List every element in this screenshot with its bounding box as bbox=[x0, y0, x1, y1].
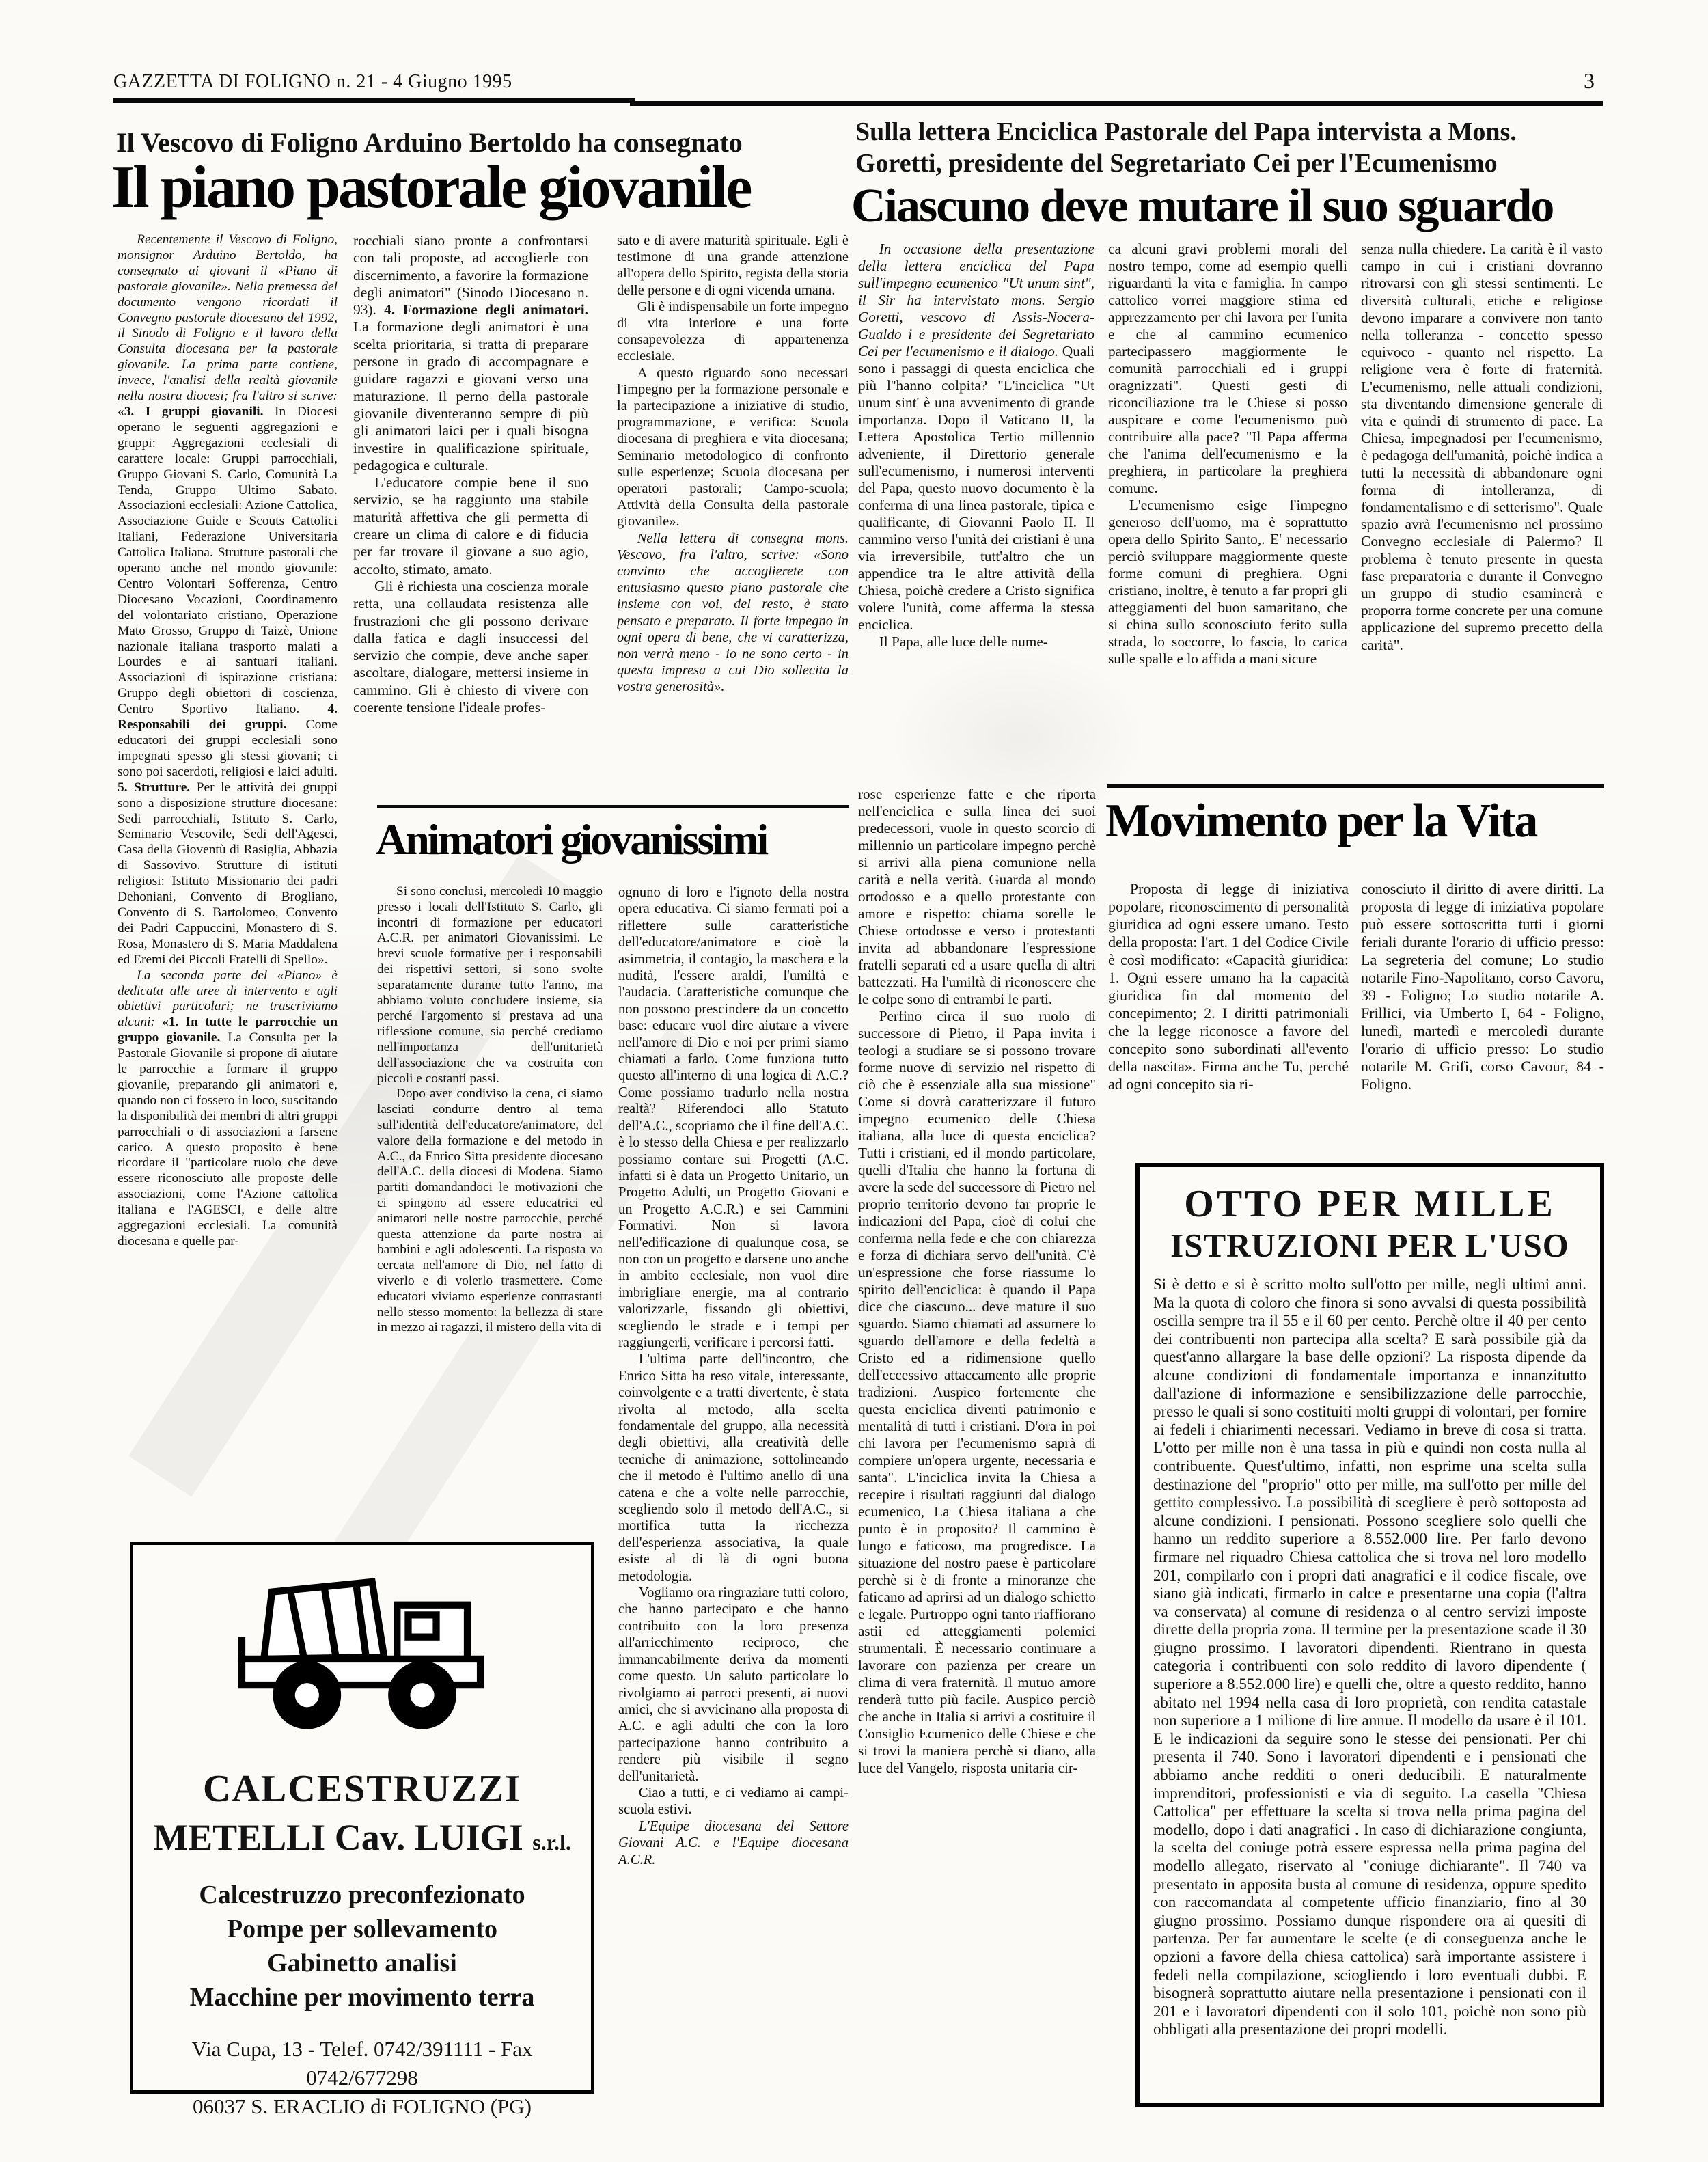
ciascuno-column-4 bbox=[858, 786, 1096, 2111]
paragraph: Recentemente il Vescovo di Foligno, monsignor Arduino Bertoldo, ha consegnato ai giovani il «Piano di pastorale giovanile». Nella premessa del documento vengono ricordati il Convegno pastorale diocesano del 1992, il Sinodo di Foligno e il lavoro della Consulta diocesana per la pastorale giovanile. La prima parte contiene, invece, l'analisi della realtà giovanile nella nostra diocesi; fra l'altro si scrive: «3. I gruppi giovanili. In Diocesi operano le seguenti aggregazioni e gruppi: Aggregazioni ecclesiali di carattere locale: Gruppi parrocchiali, Gruppo Giovani S. Carlo, Comunità La Tenda, Gruppo Ultimo Sabato. Associazioni ecclesiali: Azione Cattolica, Associazione Guide e Scouts Cattolici Italiani, Federazione Universitaria Cattolica Italiana. Strutture pastorali che operano anche nel mondo giovanile: Centro Volontari Sofferenza, Centro Diocesano Vocazioni, Coordinamento del volontariato cristiano, Operazione Mato Grosso, Gruppo di Taizè, Unione nazionale italiana trasporto malati a Lourdes e ai santuari italiani. Associazioni di ispirazione cristiana: Gruppo degli obiettori di coscienza, Centro Sportivo Italiano. 4. Responsabili dei gruppi. Come educatori dei gruppi ecclesiali sono impegnati spesso gli stessi giovani; ci sono poi sacerdoti, religiosi e laici adulti. 5. Strutture. Per le attività dei gruppi sono a disposizione strutture diocesane: Sedi parrocchiali, Istituto S. Carlo, Seminario Vescovile, Sedi dell'Agesci, Casa della Gioventù di Rasiglia, Abbazia di Sassovivo. Strutture di istituti religiosi: Istituto Missionario dei padri Dehoniani, Convento di Brogliano, Convento di S. Bartolomeo, Convento dei Padri Cappuccini, Monastero di S. Rosa, Monastero di S. Maria Maddalena ed Eremi dei Piccoli Fratelli di Spello». bbox=[118, 232, 338, 967]
paragraph: rose esperienze fatte e che riporta nell'enciclica e sulla linea dei suoi predecessori, vuole in questo scorcio di millennio un particolare impegno perchè si arrivi alla piena comunione nella carità e nella verità. Guarda al mondo ortodosso e a quello protestante con amore e rispetto: chiama sorelle le Chiese ortodosse e verso i protestanti invita ad abbandonare l'espressione fratelli separati ed a usare quella di altri battezzati. Ha l'umiltà di riconoscere che le colpe sono di entrambi le parti. bbox=[858, 786, 1096, 1007]
paragraph: Vogliamo ora ringraziare tutti coloro, che hanno partecipato e che hanno contribuito con la loro presenza all'arricchimento reciproco, che immancabilmente deriva da momenti come questo. Un saluto particolare lo rivolgiamo ai parroci presenti, ai nuovi amici, che si avvicinano alla proposta di A.C. e agli adulti che con la loro partecipazione hanno contribuito a rendere più visibile il segno dell'unitarietà. bbox=[618, 1585, 849, 1784]
animatori-headline: Animatori giovanissimi bbox=[376, 815, 767, 864]
paragraph: Macchine per movimento terra bbox=[189, 1983, 535, 2012]
paragraph: Proposta di legge di iniziativa popolare, riconoscimento di personalità giuridica ad ogni essere umano. Testo della proposta: l'art. 1 del Codice Civile è così modificato: «Capacità giuridica: 1. Ogni essere umano ha la capacità giuridica fin dal momento del concepimento; 2. I diritti patrimoniali che la legge riconosce a favore del concepito sono subordinati all'evento della nascita». Firma anche Tu, perché ad ogni concepito sia ri- bbox=[1108, 880, 1349, 1093]
ciascuno-column-2 bbox=[1108, 241, 1347, 780]
paragraph: A questo riguardo sono necessari l'impegno per la formazione personale e la partecipazione a iniziative di studio, programmazione, e verifica: Scuola diocesana di preghiera e vita diocesana; Seminario metodologico di confronto sulle esperienze; Scuola diocesana per operatori pastorali; Campo-scuola; Attività della Consulta della pastorale giovanile». bbox=[617, 365, 849, 530]
ad-services bbox=[133, 1878, 591, 2014]
ciascuno-headline: Ciascuno deve mutare il suo sguardo bbox=[851, 180, 1554, 232]
paragraph: ognuno di loro e l'ignoto della nostra opera educativa. Ci siamo fermati poi a riflettere sulle caratteristiche dell'educatore/animatore e cioè la asimmetria, il contagio, la maschera e la nudità, l'essere araldi, l'umiltà e l'audacia. Caratteristiche comunque che non possono prescindere da un concetto base: educare vuol dire aiutare a vivere nell'amore di Dio e noi per primi siamo chiamati a farlo. Come funziona tutto questo all'interno di una logica di A.C.? Come possiamo tradurlo nella nostra realtà? Riferendoci allo Statuto dell'A.C., scopriamo che il fine dell'A.C. è lo stesso della Chiesa e per realizzarlo possiamo contare sui Progetti (A.C. infatti si è data un Progetto Unitario, un Progetto Adulti, un Progetto Giovani e un Progetto A.C.R.) e sei Cammini Formativi. Non si lavora nell'edificazione di qualunque cosa, se non con un progetto e darsene uno anche in ambito ecclesiale, non vuol dire imbrigliare energie, ma al contrario valorizzarle, fissando gli obiettivi, scegliendo le strade e i tempi per raggiungerli, verificare i percorsi fatti. bbox=[618, 885, 849, 1350]
animatori-column-2 bbox=[618, 884, 849, 2109]
masthead: GAZZETTA DI FOLIGNO n. 21 - 4 Giugno 1995 bbox=[113, 71, 512, 92]
piano-kicker: Il Vescovo di Foligno Arduino Bertoldo ha consegnato bbox=[116, 127, 743, 158]
paragraph: rocchiali siano pronte a confrontarsi con tali proposte, ad accoglierle con discernimento, a favorire la formazione degli animatori" (Sinodo Diocesano n. 93). 4. Formazione degli animatori. La formazione degli animatori è una scelta prioritaria, si tratta di preparare persone in grado di accompagnare e guidare ragazzi e giovani verso una maturazione. Il perno della pastorale giovanile diventeranno sempre di più gli animatori laici per i quali bisogna investire in qualificazione spirituale, pedagogica e culturale. bbox=[353, 232, 588, 474]
paragraph: conosciuto il diritto di avere diritti. La proposta di legge di iniziativa popolare può essere sottoscritta tutti i giorni feriali durante l'orario di ufficio presso: La segreteria del comune; Lo studio notarile Fino-Napolitano, corso Cavoru, 39 - Foligno; Lo studio notarile A. Frillici, via Umberto I, 64 - Foligno, lunedì, martedì e mercoledì durante l'orario di ufficio presso: Lo studio notarile M. Grifi, corso Cavour, 84 - Foligno. bbox=[1361, 880, 1604, 1093]
paragraph: Via Cupa, 13 - Telef. 0742/391111 - Fax 0742/677298 bbox=[191, 2037, 533, 2090]
piano-column-3 bbox=[617, 232, 849, 779]
paragraph: L'Equipe diocesana del Settore Giovani A.C. e l'Equipe diocesana A.C.R. bbox=[618, 1818, 849, 1867]
ad-company-suffix: s.r.l. bbox=[532, 1830, 571, 1855]
piano-column-2 bbox=[353, 232, 588, 779]
otto-title-line1: OTTO PER MILLE bbox=[1184, 1183, 1556, 1225]
ad-company-name: CALCESTRUZZI bbox=[203, 1768, 521, 1810]
piano-headline: Il piano pastorale giovanile bbox=[111, 154, 751, 221]
ciascuno-column-3 bbox=[1361, 241, 1603, 780]
piano-column-1 bbox=[118, 232, 338, 1522]
header-rule bbox=[630, 101, 1603, 106]
animatori-rule bbox=[377, 805, 849, 808]
movimento-column-1 bbox=[1108, 880, 1349, 1153]
page-number: 3 bbox=[1584, 68, 1595, 93]
paragraph: Perfino circa il suo ruolo di successore di Pietro, il Papa invita i teologi a studiare se si possono trovare forme nuove di servizio nel rispetto di ciò che è essenziale alla sua missione" Come si dovrà caratterizzare il futuro impegno ecumenico delle Chiesa italiana, alla luce di questa enciclica? Tutti i cristiani, ed il mondo particolare, quelli d'Italia che hanno la fortuna di avere la sede del successore di Pietro nel proprio territorio devono far proprie le indicazioni del Papa, cioè di colui che conferma nella fede e che con chiarezza e forza di dichiara servo dell'unità. C'è un'espressione che forse riassume lo spirito dell'enciclica: è quando il Papa dice che ciascuno... deve mature il suo sguardo. Siamo chiamati ad assumere lo sguardo dell'amore e della fedeltà a Cristo ed a ridimensione quello dell'eccessivo attaccamento alle proprie tradizioni. Auspico fortemente che questa enciclica diventi patrimonio e mentalità di tutti i cristiani. D'ora in poi chi lavora per l'ecumenismo saprà di compiere un'opera urgente, necessaria e santa". L'inciclica invita la Chiesa a recepire i risultati raggiunti dal dialogo ecumenico, La Chiesa italiana a che punto è in proposito? Il cammino è lungo e faticoso, ma progredisce. La situazione del nostro paese è particolare perchè si è di fronte a minoranze che faticano ad aprirsi ad un dialogo schietto e legale. Purtroppo ogni tanto riaffiorano astii ed atteggiamenti polemici strumentali. È necessario continuare a lavorare con pazienza per creare un clima di vera fraternità. Il mutuo amore renderà tutto più facile. Auspico perciò che anche in Italia si arrivi a costituire il Consiglio Ecumenico delle Chiese e che si trovi la maniera perchè si diano, alla luce del Vangelo, risposta unitaria cir- bbox=[858, 1008, 1096, 1776]
paragraph: ca alcuni gravi problemi morali del nostro tempo, come ad esempio quelli riguardanti la vita e famiglia. In campo cattolico vorrei maggiore stima ed apprezzamento per chi lavora per l'unita e che al cammino ecumenico partecipassero maggiormente le comunità parrocchiali ed i gruppi oragnizzati". Questi gesti di riconciliazione tra le Chiese si posso auspicare e come l'ecumenismo può contribuire alla pace? "Il Papa afferma che l'anima dell'ecumenismo e la preghiera, in particolare la preghiera comune. bbox=[1108, 241, 1347, 496]
paragraph: Pompe per sollevamento bbox=[226, 1915, 498, 1943]
ciascuno-kicker-line1: Sulla lettera Enciclica Pastorale del Papa intervista a Mons. bbox=[855, 118, 1517, 146]
paragraph: L'ultima parte dell'incontro, che Enrico Sitta ha reso vitale, interessante, coinvolgente e a tratti divertente, è stata rivolta al metodo, alla scelta fondamentale del gruppo, alla necessità degli obiettivi, alla creatività delle tecniche di animazione, sottolineando che il metodo è l'ultimo anello di una catena e che a volte nelle parrocchie, scegliendo solo il metodo dell'A.C., si mortifica tutta la ricchezza dell'esperienza associativa, la quale esiste al di là di ogni buona metodologia. bbox=[618, 1352, 849, 1584]
paragraph: L'ecumenismo esige l'impegno generoso dell'uomo, ma è soprattutto opera dello Spirito Santo,. E' necessario perciò sviluppare maggiormente queste forme comuni di preghiera. Ogni cristiano, inoltre, è tenuto a far propri gli atteggiamenti del buon samaritano, che si china sullo sconosciuto ferito sulla strada, lo soccorre, lo fascia, lo carica sulle spalle e lo affida a mani sicure bbox=[1108, 497, 1347, 667]
animatori-column-1 bbox=[377, 884, 603, 1522]
ad-address bbox=[133, 2035, 591, 2121]
cement-truck-illustration bbox=[212, 1555, 512, 1760]
paragraph: Dopo aver condiviso la cena, ci siamo lasciati condurre dentro al tema sull'identità dell'educatore/animatore, del valore della formazione e del metodo in A.C., da Enrico Sitta presidente diocesano dell'A.C. della diocesi di Modena. Siamo partiti domandandoci le motivazioni che ci spingono ad essere educatrici ed animatori nelle nostre parrocchie, perché questa attenzione da parte nostra ai bambini e agli adolescenti. La risposta va cercata nell'amore di Dio, nel fatto di viverlo e di volerlo trasmettere. Come educatori viviamo esperienze contrastanti nello stesso momento: la bellezza di stare in mezzo ai ragazzi, il mistero della vita di bbox=[377, 1086, 603, 1335]
paragraph: Si è detto e si è scritto molto sull'otto per mille, negli ultimi anni. Ma la quota di coloro che finora si sono avvalsi di questa possibilità oscilla sempre tra il 55 e il 60 per cento. Perchè oltre il 40 per cento dei contribuenti non partecipa alla scelta? E sarà possibile già da quest'anno allargare la base delle opzioni? La risposta dipende da alcune condizioni di fondamentale importanza e innanzitutto dall'azione di informazione e sensibilizzazione delle parrocchie, presso le quali si sono costituiti molti gruppi di volontari, per fornire ai fedeli i chiarimenti necessari. Vediamo in breve di cosa si tratta. L'otto per mille non è una tassa in più e quindi non costa nulla al contribuente. Quest'ultimo, infatti, non esprime una scelta sulla destinazione del "proprio" otto per mille, ma sull'otto per mille del gettito complessivo. La possibilità di scegliere è però sottoposta ad alcune condizioni. I pensionati. Possono scegliere solo quelli che hanno un reddito superiore a 8.552.000 lire. Per farlo devono firmare nel riquadro Chiesa cattolica che si trova nel loro modello 201, compilarlo con i propri dati anagrafici e il codice fiscale, ove siano già indicati, firmarlo in calce e presentarne una copia (l'altra va conservata) al comune di residenza o al centro servizi imposte dirette della propria zona. Il termine per la presentazione scade il 30 giugno prossimo. I lavoratori dipendenti. Rientrano in questa categoria i contribuenti con solo reddito di lavoro dipendente ( superiore a 8.552.000 lire) e quelli che, oltre a questo reddito, hanno abitato nel 1994 nella casa di loro proprietà, con rendita catastale non superiore a 1 milione di lire annue. Il modello da usare è il 101. E le indicazioni da seguire sono le stesse dei pensionati. Per chi presenta il 740. Sono i lavoratori dipendenti e i pensionati che abbiamo anche redditi o oneri deducibili. E naturalmente imprenditori, professionisti e via di seguito. La casella "Chiesa Cattolica" per effettuare la scelta si trova nella prima pagina del modello, dopo i dati anagrafici . In caso di dichiarazione congiunta, la scelta del coniuge potrà essere espressa nella prima pagina del modello allegato, riservato al "coniuge dichiarante". Il 740 va presentato in apposita busta al comune di residenza, oppure spedito con raccomandata al competente ufficio finanziario, fino al 30 giugno prossimo. Possiamo dunque rispondere ora ai quesiti di partenza. Per far aumentare le scelte (e di conseguenza anche le opzioni a favore della chiesa cattolica) sarà importante assistere i fedeli nella compilazione, sciogliendo i loro eventuali dubbi. E bisognerà soprattutto aiutare nella presentazione i pensionati con il 201 e i lavoratori dipendenti con il solo 101, poichè non sono più obbligati alla presentazione dei propri modelli. bbox=[1153, 1276, 1586, 2038]
movimento-column-2 bbox=[1361, 880, 1604, 1153]
ad-company-main: METELLI Cav. LUIGI bbox=[153, 1817, 523, 1858]
otto-title-line2: ISTRUZIONI PER L'USO bbox=[1170, 1227, 1569, 1264]
paragraph: sato e di avere maturità spirituale. Egli è testimone di una grande attenzione all'opera dello Spirito, regista della storia delle persone e di ogni vicenda umana. bbox=[617, 233, 849, 298]
paragraph: Gli è indispensabile un forte impegno di vita interiore e una forte consapevolezza di appartenenza ecclesiale. bbox=[617, 299, 849, 364]
paragraph: L'educatore compie bene il suo servizio, se ha raggiunto una stabile maturità affettiva che gli permetta di creare un clima di calore e di fiducia per far trovare il giovane a suo agio, accolto, stimato, amato. bbox=[353, 474, 588, 577]
paragraph: La seconda parte del «Piano» è dedicata alle aree di intervento e agli obiettivi particolari; ne trascriviamo alcuni: «1. In tutte le parrocchie un gruppo giovanile. La Consulta per la Pastorale Giovanile si propone di aiutare le parrocchie a formare il gruppo giovanile, preparando gli animatori e, quando non ci fossero in loco, suscitando la disponibilità dei membri di altri gruppi parrocchiali o di associazioni a farsene carico. A questo proposito è bene ricordare il "particolare ruolo che deve essere riconosciuto alle proposte delle associazioni, come l'Azione cattolica italiana e l'AGESCI, e delle altre aggregazioni ecclesiali. La comunità diocesana e quelle par- bbox=[118, 968, 338, 1248]
paragraph: Calcestruzzo preconfezionato bbox=[199, 1880, 525, 1909]
paragraph: Si sono conclusi, mercoledì 10 maggio presso i locali dell'Istituto S. Carlo, gli incontri di formazione per educatori A.C.R. per animatori Giovanissimi. Le brevi scuole formative per i responsabili dei rispettivi settori, si sono svolte separatamente durante tutto l'anno, ma abbiamo voluto concludere insieme, sia perché l'argomento si prestava ad una riflessione comune, sia perché crediamo nell'importanza dell'unitarietà dell'associazione che va costruita con piccoli e costanti passi. bbox=[377, 884, 603, 1086]
movimento-headline: Movimento per la Vita bbox=[1105, 795, 1537, 847]
paragraph: Gabinetto analisi bbox=[267, 1949, 457, 1978]
header-rule bbox=[113, 98, 635, 103]
calcestruzzi-ad bbox=[130, 1542, 594, 2118]
otto-per-mille-box bbox=[1135, 1163, 1604, 2107]
ciascuno-column-1 bbox=[858, 241, 1094, 780]
movimento-rule bbox=[1107, 784, 1604, 788]
paragraph: Nella lettera di consegna mons. Vescovo, fra l'altro, scrive: «Sono convinto che accoglierete con entusiasmo questo piano pastorale che insieme con voi, del resto, è stato pensato e preparato. Il forte impegno in ogni opera di bene, che vi caratterizza, non verrà meno - io ne sono certo - in questa impresa a cui Dio sollecita la vostra generosità». bbox=[617, 530, 849, 695]
paragraph: senza nulla chiedere. La carità è il vasto campo in cui i cristiani dovranno ritrovarsi con gli stessi sentimenti. Le diversità culturali, etiche e religiose devono imparare a convivere non tanto nella tolleranza - concetto spesso equivoco - quanto nel rispetto. La religione vera è forte di fraternità. L'ecumenismo, nelle attuali condizioni, sta diventando dimensione generale di vita e quindi di strumento di pace. La Chiesa, impegnadosi per l'ecumenismo, è pedagoga dell'umanità, poichè indica a tutti la necessità di abbandonare ogni forma di intolleranza, di fondamentalismo e di setterismo". Quale spazio avrà l'ecumenismo nel prossimo Convegno ecclesiale di Palermo? Il problema è tenuto presente in questa fase preparatoria e durante il Convegno un gruppo di studio esaminerà e proporra forme concrete per una comune applicazione del supremo precetto della carità". bbox=[1361, 241, 1603, 653]
paragraph: In occasione della presentazione della lettera enciclica del Papa sull'impegno ecumenico "Ut unum sint", il Sir ha intervistato mons. Sergio Goretti, vescovo di Assis-Nocera-Gualdo i e presidente del Segretariato Cei per l'ecumenismo e il dialogo. Quali sono i passaggi di questa enciclica che più l''hanno colpita? "L'inciclica "Ut unum sint' è una avvenimento di grande importanza. Dopo il Vaticano II, la Lettera Apostolica Tertio millennio adveniente, il Direttorio generale sull'ecumenismo, i numerosi interventi del Papa, questo nuovo documento è la conferma di una linea pastorale, tipica e qualificante, di Giovanni Paolo II. Il cammino verso l'unità dei cristiani è una via irreversibile, tutt'altro che un appendice tra le altre attività della Chiesa, poichè credere a Cristo significa volere l'unità, come afferma la stessa enciclica. bbox=[858, 241, 1094, 633]
paragraph: Gli è richiesta una coscienza morale retta, una collaudata resistenza alle frustrazioni che gli possono derivare dalla fatica e dagli insuccessi del servizio che compie, deve anche saper ascoltare, dialogare, mettersi insieme in cammino. Gli è chiesto di vivere con coerente tensione l'ideale profes- bbox=[353, 577, 588, 716]
paragraph: 06037 S. ERACLIO di FOLIGNO (PG) bbox=[193, 2094, 532, 2118]
ciascuno-kicker-line2: Goretti, presidente del Segretariato Cei per l'Ecumenismo bbox=[855, 149, 1498, 178]
otto-body bbox=[1153, 1276, 1586, 2096]
ad-company-name-2 bbox=[133, 1816, 591, 1859]
paragraph: Il Papa, alle luce delle nume- bbox=[879, 633, 1048, 650]
paragraph: Ciao a tutti, e ci vediamo ai campi-scuola estivi. bbox=[618, 1785, 849, 1818]
